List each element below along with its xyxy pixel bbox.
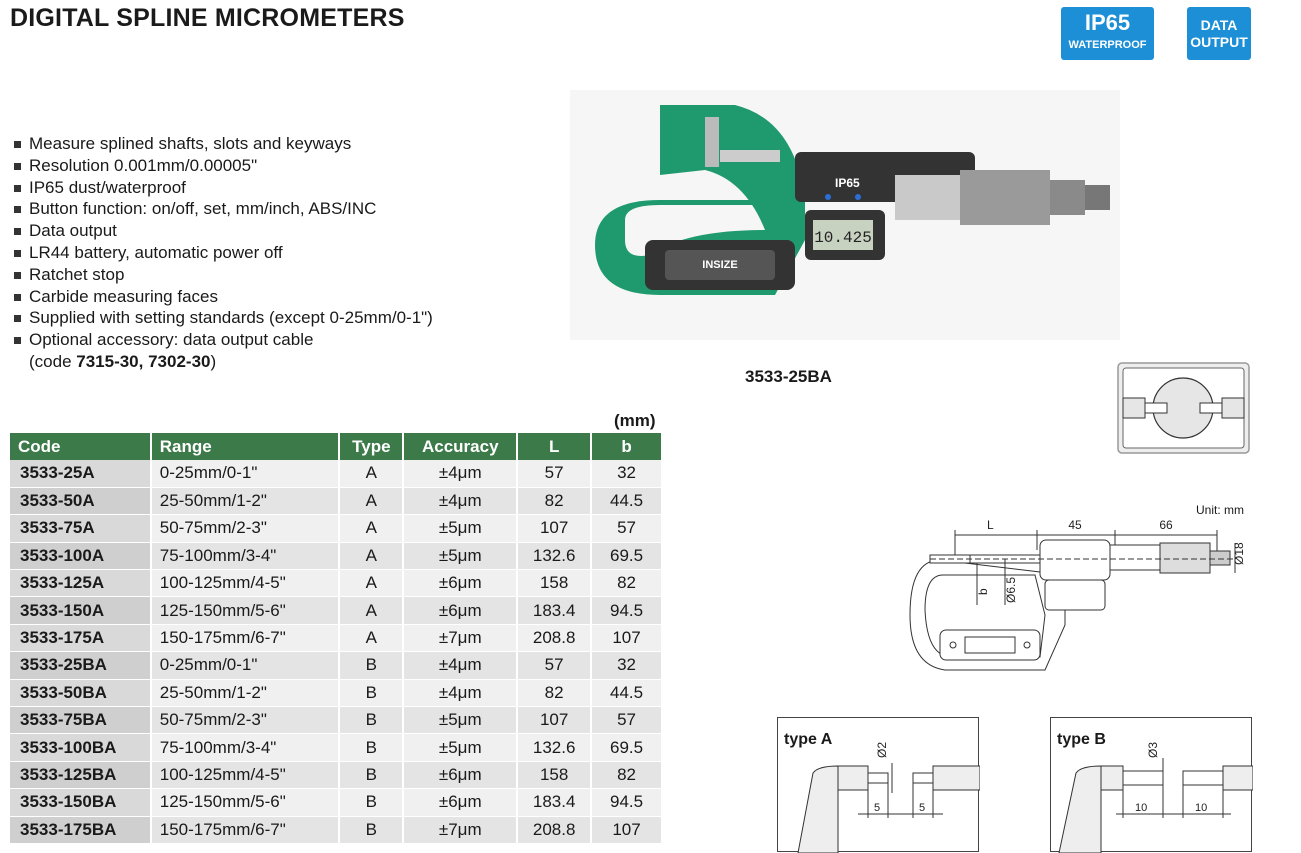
dim-d65-label: Ø6.5 [1004, 576, 1018, 603]
feature-item: Carbide measuring faces [12, 286, 433, 308]
feature-item: Button function: on/off, set, mm/inch, ABS/INC [12, 198, 433, 220]
dim-66-label: 66 [1159, 518, 1173, 532]
type-b-width-2: 10 [1195, 802, 1208, 814]
table-row: 3533-150BA 125-150mm/5-6" B ±6μm 183.4 94.5 [10, 789, 662, 816]
table-row: 3533-150A 125-150mm/5-6" A ±6μm 183.4 94.5 [10, 597, 662, 624]
table-row: 3533-25BA 0-25mm/0-1" B ±4μm 57 32 [10, 652, 662, 679]
feature-list [12, 133, 433, 373]
col-type: Type [339, 433, 403, 460]
ip65-label: IP65 [1084, 10, 1131, 35]
table-row: 3533-175BA 150-175mm/6-7" B ±7μm 208.8 107 [10, 816, 662, 843]
col-code: Code [10, 433, 151, 460]
col-accuracy: Accuracy [403, 433, 517, 460]
type-a-diagram [777, 717, 979, 852]
table-unit: (mm) [614, 411, 656, 430]
lcd-display: 10.425 [814, 229, 872, 247]
measuring-face-diagram [1117, 362, 1250, 454]
table-row: 3533-125BA 100-125mm/4-5" B ±6μm 158 82 [10, 761, 662, 788]
table-row: 3533-50BA 25-50mm/1-2" B ±4μm 82 44.5 [10, 679, 662, 706]
feature-item: Resolution 0.001mm/0.00005" [12, 155, 433, 177]
unit-label: Unit: mm [1196, 503, 1244, 517]
feature-item: Measure splined shafts, slots and keyways [12, 133, 433, 155]
spec-table [10, 433, 663, 844]
accessory-code-line: (code 7315-30, 7302-30) [29, 351, 217, 371]
table-row: 3533-75BA 50-75mm/2-3" B ±5μm 107 57 [10, 707, 662, 734]
dim-b-label: b [976, 588, 990, 595]
col-range: Range [151, 433, 340, 460]
page-title: DIGITAL SPLINE MICROMETERS [10, 4, 405, 32]
feature-item: Supplied with setting standards (except 0-25mm/0-1") [12, 307, 433, 329]
product-code-caption: 3533-25BA [745, 367, 832, 386]
table-row: 3533-100A 75-100mm/3-4" A ±5μm 132.6 69.5 [10, 542, 662, 569]
table-row: 3533-125A 100-125mm/4-5" A ±6μm 158 82 [10, 570, 662, 597]
type-a-width-2: 5 [919, 802, 926, 814]
accessory-codes: 7315-30, 7302-30 [76, 351, 211, 371]
col-l: L [517, 433, 591, 460]
waterproof-label: WATERPROOF [1068, 39, 1147, 51]
type-b-drawing [1051, 718, 1253, 853]
type-a-dia: Ø2 [875, 741, 889, 758]
data-output-badge [1187, 7, 1251, 60]
micrometer-photo [565, 80, 1125, 340]
col-b: b [591, 433, 662, 460]
table-row: 3533-100BA 75-100mm/3-4" B ±5μm 132.6 69.5 [10, 734, 662, 761]
type-a-width-1: 5 [874, 802, 881, 814]
feature-item: Data output [12, 220, 433, 242]
feature-item: Ratchet stop [12, 264, 433, 286]
type-b-label: type B [1057, 731, 1106, 748]
data-label: DATA [1200, 17, 1238, 33]
table-row: 3533-175A 150-175mm/6-7" A ±7μm 208.8 107 [10, 624, 662, 651]
brand-logo: INSIZE [702, 259, 738, 271]
type-b-dia: Ø3 [1146, 741, 1160, 758]
table-row: 3533-50A 25-50mm/1-2" A ±4μm 82 44.5 [10, 487, 662, 514]
dim-45-label: 45 [1068, 518, 1082, 532]
type-a-label: type A [784, 731, 833, 748]
feature-item: Optional accessory: data output cable [12, 329, 433, 351]
photo-ip-label: IP65 [835, 176, 860, 190]
feature-item: IP65 dust/waterproof [12, 177, 433, 199]
feature-item: LR44 battery, automatic power off [12, 242, 433, 264]
type-b-width-1: 10 [1135, 802, 1148, 814]
dimension-diagram [905, 515, 1250, 685]
table-header-row [10, 433, 662, 460]
table-row: 3533-75A 50-75mm/2-3" A ±5μm 107 57 [10, 515, 662, 542]
type-b-diagram [1050, 717, 1252, 852]
table-row: 3533-25A 0-25mm/0-1" A ±4μm 57 32 [10, 460, 662, 487]
output-label: OUTPUT [1190, 34, 1248, 50]
dim-l-label: L [987, 518, 994, 532]
type-a-drawing [778, 718, 980, 853]
dim-d18-label: Ø18 [1232, 542, 1246, 565]
ip65-badge [1061, 7, 1154, 60]
